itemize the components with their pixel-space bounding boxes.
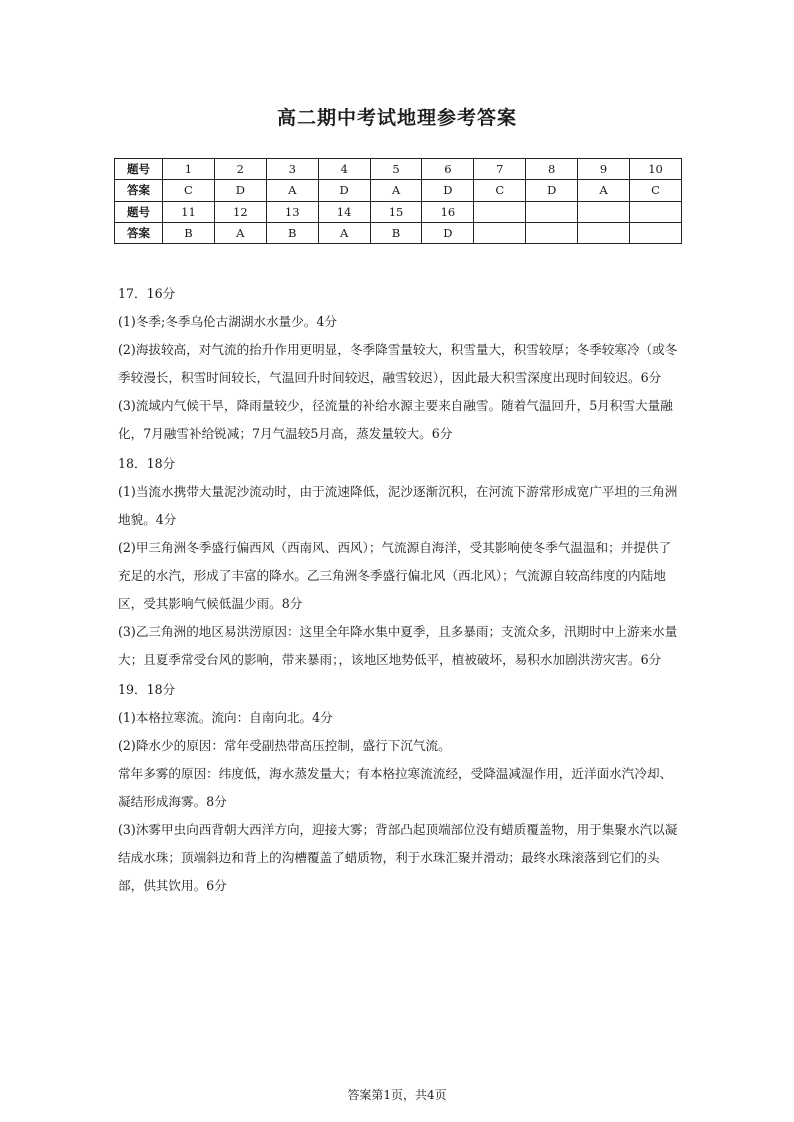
- question-number-cell: 14: [318, 201, 370, 222]
- question-number-cell: [526, 201, 578, 222]
- row-header-cell: 答案: [115, 222, 163, 243]
- answer-cell: [578, 222, 630, 243]
- page-footer: 答案第1页，共4页: [347, 1088, 447, 1102]
- answer-cell: [630, 222, 682, 243]
- question-number-cell: 16: [422, 201, 474, 222]
- question-number-cell: 12: [214, 201, 266, 222]
- question-number-cell: 3: [266, 159, 318, 180]
- answer-cell: A: [370, 180, 422, 201]
- answer-row: [115, 222, 682, 243]
- answer-cell: D: [422, 180, 474, 201]
- answer-cell: D: [422, 222, 474, 243]
- question-number-row: [115, 201, 682, 222]
- question-number-cell: 11: [163, 201, 215, 222]
- question-number-cell: 7: [474, 159, 526, 180]
- answer-paragraph: (3)沐雾甲虫向西背朝大西洋方向，迎接大雾；背部凸起顶端部位没有蜡质覆盖物，用于集聚水汽以凝结成水珠；顶端斜边和背上的沟槽覆盖了蜡质物，利于水珠汇聚并滑动；最终水珠滚落到它们的头部，供其饮用。6分: [118, 822, 678, 893]
- answer-paragraph: (2)海拔较高，对气流的抬升作用更明显，冬季降雪量较大，积雪量大，积雪较厚；冬季较寒冷（或冬季较漫长，积雪时间较长，气温回升时间较迟，融雪较迟），因此最大积雪深度出现时间较迟。6分: [118, 342, 678, 385]
- question-number-cell: 2: [214, 159, 266, 180]
- question-number-cell: 10: [630, 159, 682, 180]
- question-number-cell: 9: [578, 159, 630, 180]
- page-title: 高二期中考试地理参考答案: [276, 107, 517, 129]
- answer-paragraph: (1)冬季;冬季乌伦古湖湖水水量少。4分: [118, 314, 338, 329]
- question-number-cell: 4: [318, 159, 370, 180]
- question-number-row: [115, 159, 682, 180]
- answer-cell: [474, 222, 526, 243]
- answer-cell: [526, 222, 578, 243]
- question-number-cell: 13: [266, 201, 318, 222]
- row-header-cell: 答案: [115, 180, 163, 201]
- answer-cell: C: [474, 180, 526, 201]
- answer-cell: A: [266, 180, 318, 201]
- answer-paragraph: (2)甲三角洲冬季盛行偏西风（西南风、西风）；气流源自海洋，受其影响使冬季气温温和；并提供了充足的水汽，形成了丰富的降水。乙三角洲冬季盛行偏北风（西北风）；气流源自较高纬度的内陆地区，受其影响气候低温少雨。8分: [118, 540, 672, 611]
- question-number-cell: [630, 201, 682, 222]
- answer-cell: C: [630, 180, 682, 201]
- answer-cell: A: [214, 222, 266, 243]
- answer-cell: B: [163, 222, 215, 243]
- answer-paragraph: 17．16分: [118, 286, 176, 301]
- answer-paragraph: (1)本格拉寒流。流向：自南向北。4分: [118, 710, 333, 725]
- answer-paragraph: 常年多雾的原因：纬度低，海水蒸发量大；有本格拉寒流流经，受降温减湿作用，近洋面水汽冷却、凝结形成海雾。8分: [118, 766, 673, 809]
- answer-cell: C: [163, 180, 215, 201]
- question-number-cell: 1: [163, 159, 215, 180]
- question-number-cell: 8: [526, 159, 578, 180]
- question-number-cell: 15: [370, 201, 422, 222]
- answer-cell: D: [214, 180, 266, 201]
- answer-paragraph: (2)降水少的原因：常年受副热带高压控制，盛行下沉气流。: [118, 738, 451, 753]
- question-number-cell: [474, 201, 526, 222]
- answer-cell: B: [370, 222, 422, 243]
- answer-paragraph: 18．18分: [118, 456, 176, 471]
- answer-cell: D: [526, 180, 578, 201]
- row-header-cell: 题号: [115, 201, 163, 222]
- question-number-cell: [578, 201, 630, 222]
- answer-paragraph: (3)流域内气候干旱，降雨量较少，径流量的补给水源主要来自融雪。随着气温回升，5月积雪大量融化，7月融雪补给锐减；7月气温较5月高，蒸发量较大。6分: [118, 398, 673, 441]
- answer-cell: A: [318, 222, 370, 243]
- answer-paragraph: (3)乙三角洲的地区易洪涝原因：这里全年降水集中夏季，且多暴雨；支流众多，汛期时中上游来水量大；且夏季常受台风的影响，带来暴雨；，该地区地势低平，植被破坏，易积水加剧洪涝灾害。6分: [118, 624, 678, 667]
- question-number-cell: 6: [422, 159, 474, 180]
- row-header-cell: 题号: [115, 159, 163, 180]
- answer-cell: B: [266, 222, 318, 243]
- question-number-cell: 5: [370, 159, 422, 180]
- answer-row: [115, 180, 682, 201]
- answer-cell: D: [318, 180, 370, 201]
- answer-paragraph: 19．18分: [118, 682, 176, 697]
- answer-cell: A: [578, 180, 630, 201]
- answer-table: [114, 158, 682, 244]
- answer-paragraph: (1)当流水携带大量泥沙流动时，由于流速降低，泥沙逐渐沉积，在河流下游常形成宽广平坦的三角洲地貌。4分: [118, 484, 678, 527]
- answer-explanations: [118, 280, 680, 900]
